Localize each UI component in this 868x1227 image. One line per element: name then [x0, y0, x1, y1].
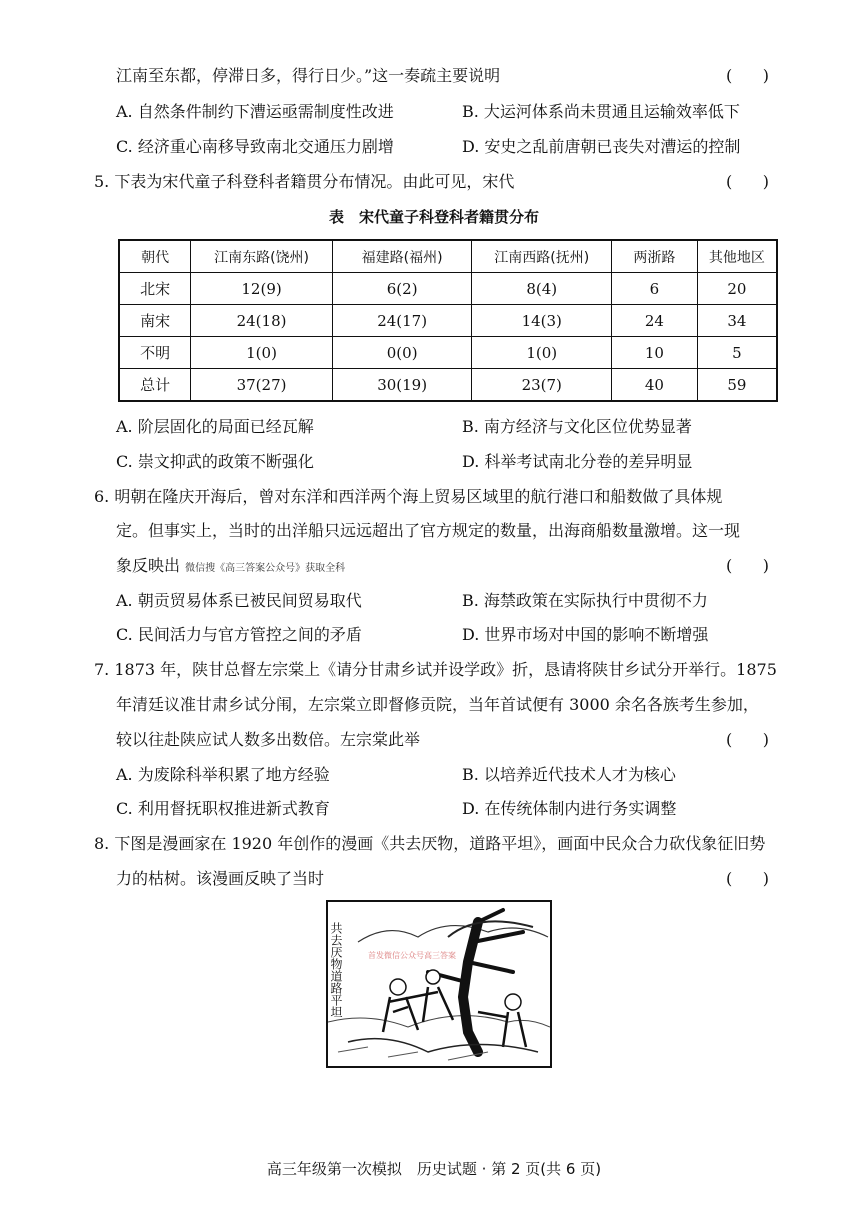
q6-stem-line2: 定。但事实上，当时的出洋船只远远超出了官方规定的数量，出海商船数量激增。这一现 — [116, 521, 741, 540]
q5-option-b: B. 南方经济与文化区位优势显著 — [462, 417, 692, 436]
table-cell: 6(2) — [332, 273, 472, 305]
q6-option-c: C. 民间活力与官方管控之间的矛盾 — [116, 625, 362, 644]
q6-watermark: 微信搜《高三答案公众号》获取全科 — [185, 563, 346, 574]
table-cell: 30(19) — [332, 369, 472, 402]
q7-stem-line3: 较以往赴陕应试人数多出数倍。左宗棠此举 — [116, 730, 421, 749]
page-footer: 高三年级第一次模拟 历史试题 · 第 2 页(共 6 页) — [266, 1160, 602, 1178]
q7-stem-line2: 年清廷议准甘肃乡试分闱，左宗棠立即督修贡院，当年首试便有 3000 余名各族考生参加， — [116, 695, 759, 714]
table-cell: 10 — [612, 337, 698, 369]
q5-stem: 5. 下表为宋代童子科登科者籍贯分布情况。由此可见，宋代 — [94, 172, 515, 191]
q6-stem-line3 — [116, 555, 345, 580]
q8-cartoon-image — [326, 900, 552, 1068]
q8-stem-line2: 力的枯树。该漫画反映了当时 — [116, 869, 325, 888]
q6-answer-paren: ( ) — [726, 556, 769, 575]
q5-option-c: C. 崇文抑武的政策不断强化 — [116, 452, 314, 471]
q4-option-c: C. 经济重心南移导致南北交通压力剧增 — [116, 137, 394, 156]
table-row — [119, 305, 777, 337]
q5-option-a: A. 阶层固化的局面已经瓦解 — [116, 417, 314, 436]
q6-stem-line1: 6. 明朝在隆庆开海后，曾对东洋和西洋两个海上贸易区域里的航行港口和船数做了具体规 — [94, 487, 723, 506]
table-cell: 0(0) — [332, 337, 472, 369]
q4-option-b: B. 大运河体系尚未贯通且运输效率低下 — [462, 102, 740, 121]
cartoon-watermark: 首发微信公众号高三答案 — [368, 951, 456, 960]
q4-option-d: D. 安史之乱前唐朝已丧失对漕运的控制 — [462, 137, 741, 156]
table-row — [119, 273, 777, 305]
q8-answer-paren: ( ) — [726, 869, 769, 888]
q5-option-d: D. 科举考试南北分卷的差异明显 — [462, 452, 693, 471]
table-header-cell: 两浙路 — [612, 240, 698, 273]
table-cell: 59 — [697, 369, 777, 402]
table-cell: 37(27) — [191, 369, 333, 402]
q7-option-b: B. 以培养近代技术人才为核心 — [462, 765, 676, 784]
q4-option-a: A. 自然条件制约下漕运亟需制度性改进 — [116, 102, 394, 121]
table-cell: 5 — [697, 337, 777, 369]
q5-table-title: 表 宋代童子科登科者籍贯分布 — [328, 208, 539, 226]
table-header-cell: 江南西路(抚州) — [472, 240, 612, 273]
table-cell: 40 — [612, 369, 698, 402]
q6-stem-text: 象反映出 — [116, 556, 181, 575]
q7-answer-paren: ( ) — [726, 730, 769, 749]
q4-answer-paren: ( ) — [726, 66, 769, 85]
table-cell: 23(7) — [472, 369, 612, 402]
q4-stem-continuation: 江南至东都，停滞日多，得行日少。”这一奏疏主要说明 — [116, 66, 501, 85]
table-row — [119, 369, 777, 402]
table-header-cell: 江南东路(饶州) — [191, 240, 333, 273]
table-cell: 北宋 — [119, 273, 191, 305]
table-cell: 12(9) — [191, 273, 333, 305]
table-cell: 不明 — [119, 337, 191, 369]
q7-option-d: D. 在传统体制内进行务实调整 — [462, 799, 677, 818]
table-cell: 1(0) — [472, 337, 612, 369]
table-cell: 20 — [697, 273, 777, 305]
cartoon-drawing — [328, 902, 550, 1066]
q6-option-a: A. 朝贡贸易体系已被民间贸易取代 — [116, 591, 362, 610]
table-cell: 总计 — [119, 369, 191, 402]
table-header-cell: 福建路(福州) — [332, 240, 472, 273]
q5-answer-paren: ( ) — [726, 172, 769, 191]
q6-option-b: B. 海禁政策在实际执行中贯彻不力 — [462, 591, 708, 610]
table-cell: 34 — [697, 305, 777, 337]
q5-data-table — [118, 239, 778, 402]
table-header-row — [119, 240, 777, 273]
q8-stem-line1: 8. 下图是漫画家在 1920 年创作的漫画《共去厌物，道路平坦》，画面中民众合力砍伐象征旧势 — [94, 834, 766, 853]
q7-option-a: A. 为废除科举积累了地方经验 — [116, 765, 330, 784]
q7-stem-line1: 7. 1873 年，陕甘总督左宗棠上《请分甘肃乡试并设学政》折，恳请将陕甘乡试分开举行。1875 — [94, 660, 777, 679]
table-cell: 14(3) — [472, 305, 612, 337]
table-header-cell: 其他地区 — [697, 240, 777, 273]
table-cell: 8(4) — [472, 273, 612, 305]
table-cell: 24 — [612, 305, 698, 337]
table-cell: 6 — [612, 273, 698, 305]
table-cell: 南宋 — [119, 305, 191, 337]
table-header-cell: 朝代 — [119, 240, 191, 273]
table-row — [119, 337, 777, 369]
cartoon-caption: 共去厌物道路平坦 — [329, 922, 343, 1018]
q7-option-c: C. 利用督抚职权推进新式教育 — [116, 799, 330, 818]
table-cell: 24(18) — [191, 305, 333, 337]
table-cell: 1(0) — [191, 337, 333, 369]
q6-option-d: D. 世界市场对中国的影响不断增强 — [462, 625, 709, 644]
table-cell: 24(17) — [332, 305, 472, 337]
